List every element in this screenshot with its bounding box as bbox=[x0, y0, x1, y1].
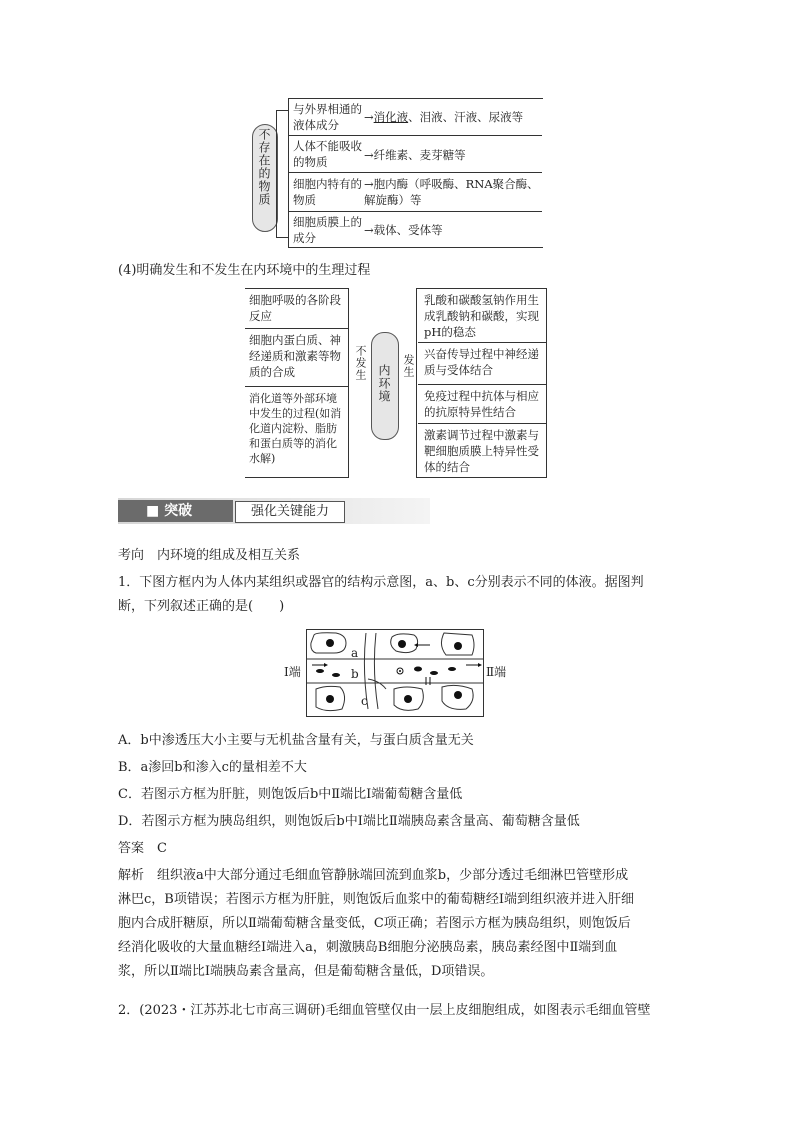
q1-analysis-2: 淋巴c，B项错误；若图示方框为肝脏，则饱饭后血浆中的葡萄糖经Ⅰ端到组织液并进入肝细 bbox=[118, 892, 634, 907]
q1-option-d: D．若图示方框为胰岛组织，则饱饭后b中Ⅰ端比Ⅱ端胰岛素含量高、葡萄糖含量低 bbox=[118, 814, 580, 829]
q1-option-b: B．a渗回b和渗入c的量相差不大 bbox=[118, 760, 307, 775]
d2-right-item-3: 免疫过程中抗体与相应的抗原特异性结合 bbox=[424, 389, 539, 419]
banner-tag: ■ 突破 bbox=[118, 500, 233, 522]
d1-row1-content: →消化液、泪液、汗液、尿液等 bbox=[364, 110, 524, 124]
diagram1-title: 不存在的物质 bbox=[257, 128, 271, 206]
q1-analysis-5: 浆，所以Ⅱ端比Ⅰ端胰岛素含量高，但是葡萄糖含量低，D项错误。 bbox=[118, 964, 494, 979]
d1-row2-content: →纤维素、麦芽糖等 bbox=[364, 148, 466, 162]
q1-option-c: C．若图示方框为肝脏，则饱饭后b中Ⅱ端比Ⅰ端葡萄糖含量低 bbox=[118, 787, 463, 802]
q1-analysis-3: 胞内合成肝糖原，所以Ⅱ端葡萄糖含量变低，C项正确；若图示方框为胰岛组织，则饱饭后 bbox=[118, 916, 631, 931]
d2-right-item-2: 兴奋传导过程中神经递质与受体结合 bbox=[424, 347, 539, 377]
q1-option-a: A．b中渗透压大小主要与无机盐含量有关，与蛋白质含量无关 bbox=[118, 733, 474, 748]
d1-row4-label: 细胞质膜上的成分 bbox=[293, 215, 362, 245]
fig-label-a: a bbox=[351, 646, 359, 660]
d1-row4-content: →载体、受体等 bbox=[364, 223, 443, 237]
q1-answer: 答案 C bbox=[118, 841, 167, 856]
banner-subtitle: 强化关键能力 bbox=[235, 501, 345, 523]
q1-analysis-4: 经消化吸收的大量血糖经Ⅰ端进入a，刺激胰岛B细胞分泌胰岛素，胰岛素经图中Ⅱ端到血 bbox=[118, 940, 618, 955]
q2-line1: 2．(2023・江苏苏北七市高三调研)毛细血管壁仅由一层上皮细胞组成，如图表示毛细血管壁 bbox=[118, 1003, 651, 1018]
fig-tissue-diagram bbox=[306, 629, 484, 717]
d1-row1-underlined: 消化液 bbox=[373, 110, 409, 124]
d2-right-item-1: 乳酸和碳酸氢钠作用生成乳酸钠和碳酸，实现pH的稳态 bbox=[424, 293, 539, 339]
fig-label-b: b bbox=[351, 667, 359, 681]
q1-stem-line2: 断，下列叙述正确的是( ) bbox=[118, 599, 285, 614]
d2-left-tag: 不发生 bbox=[354, 345, 367, 381]
d1-row3-content: →胞内酶（呼吸酶、RNA聚合酶、解旋酶）等 bbox=[364, 177, 539, 207]
d2-left-item-1: 细胞呼吸的各阶段反应 bbox=[249, 293, 341, 323]
q1-analysis-1: 解析 组织液a中大部分通过毛细血管静脉端回流到血浆b，少部分透过毛细淋巴管壁形成 bbox=[118, 868, 629, 883]
d2-center-label: 内环境 bbox=[377, 364, 391, 403]
q1-stem-line1: 1．下图方框内为人体内某组织或器官的结构示意图，a、b、c分别表示不同的体液。据图判 bbox=[118, 575, 644, 590]
fig-label-c: c bbox=[361, 694, 368, 708]
d1-row2-label: 人体不能吸收的物质 bbox=[293, 139, 362, 169]
d1-row3-label: 细胞内特有的物质 bbox=[293, 177, 362, 207]
section4-heading: (4)明确发生和不发生在内环境中的生理过程 bbox=[118, 263, 371, 278]
fig-left-end: Ⅰ端 bbox=[284, 665, 301, 679]
d1-row1-label: 与外界相通的液体成分 bbox=[293, 102, 362, 132]
d2-left-item-3: 消化道等外部环境中发生的过程(如消化道内淀粉、脂肪和蛋白质等的消化水解) bbox=[249, 392, 342, 465]
kaoxiang-heading: 考向 内环境的组成及相互关系 bbox=[118, 548, 301, 563]
d2-left-item-2: 细胞内蛋白质、神经递质和激素等物质的合成 bbox=[249, 333, 341, 379]
d2-right-tag: 发生 bbox=[402, 354, 415, 378]
d2-right-item-4: 激素调节过程中激素与靶细胞质膜上特异性受体的结合 bbox=[424, 428, 539, 474]
fig-right-end: Ⅱ端 bbox=[486, 665, 507, 679]
